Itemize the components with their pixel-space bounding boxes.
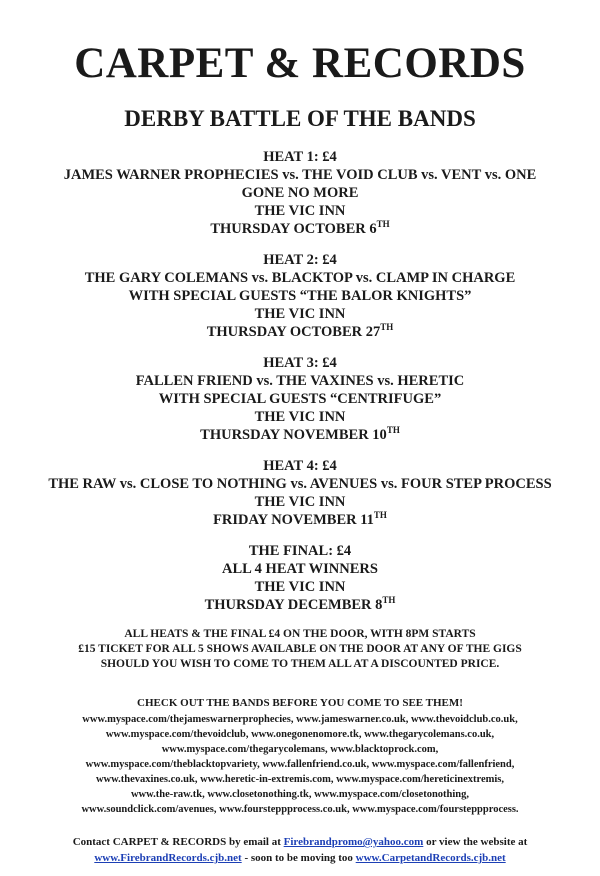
heat-line: JAMES WARNER PROPHECIES vs. THE VOID CLUB vs. VENT vs. ONE bbox=[63, 167, 537, 183]
heat-block bbox=[0, 148, 600, 238]
heat-block bbox=[0, 457, 600, 529]
poster-subtitle: DERBY BATTLE OF THE BANDS bbox=[124, 106, 476, 131]
heat-heading: THE FINAL: £4 bbox=[248, 543, 352, 559]
heat-date bbox=[0, 511, 600, 529]
heat-line: THE VIC INN bbox=[254, 306, 346, 322]
ticket-notice bbox=[0, 627, 600, 672]
band-links-line: www.thevaxines.co.uk, www.heretic-in-extremis.com, www.myspace.com/hereticinextremis, bbox=[95, 774, 505, 785]
heat-heading: HEAT 2: £4 bbox=[263, 252, 337, 268]
heat-line: THE VIC INN bbox=[254, 409, 346, 425]
heat-date-suffix: TH bbox=[373, 510, 387, 521]
heat-line: FALLEN FRIEND vs. THE VAXINES vs. HERETIC bbox=[135, 373, 465, 389]
heat-date-suffix: TH bbox=[376, 219, 390, 230]
contact-info bbox=[0, 834, 600, 866]
heat-block bbox=[0, 354, 600, 444]
heat-heading: HEAT 1: £4 bbox=[263, 149, 337, 165]
heat-block bbox=[0, 542, 600, 614]
heat-date bbox=[0, 596, 600, 614]
website-link-current[interactable]: www.FirebrandRecords.cjb.net bbox=[94, 852, 242, 864]
band-links-line: www.myspace.com/thejameswarnerprophecies, www.jameswarner.co.uk, www.thevoidclub.co.uk, bbox=[82, 714, 518, 725]
heat-date bbox=[0, 220, 600, 238]
heat-date-text: THURSDAY DECEMBER 8 bbox=[204, 597, 383, 613]
contact-line-1 bbox=[0, 834, 600, 850]
contact-text: Contact CARPET & RECORDS by email at bbox=[72, 836, 284, 848]
heat-date-text: THURSDAY NOVEMBER 10 bbox=[200, 427, 387, 443]
heat-line: THE RAW vs. CLOSE TO NOTHING vs. AVENUES vs. FOUR STEP PROCESS bbox=[48, 476, 552, 492]
band-links bbox=[0, 696, 600, 817]
contact-text: - soon to be moving too bbox=[241, 852, 356, 864]
notice-line: SHOULD YOU WISH TO COME TO THEM ALL AT A DISCOUNTED PRICE. bbox=[100, 658, 500, 670]
heat-line: WITH SPECIAL GUESTS “THE BALOR KNIGHTS” bbox=[128, 288, 472, 304]
email-link[interactable]: Firebrandpromo@yahoo.com bbox=[283, 836, 424, 848]
heat-date-text: THURSDAY OCTOBER 6 bbox=[210, 221, 377, 237]
notice-line: £15 TICKET FOR ALL 5 SHOWS AVAILABLE ON THE DOOR AT ANY OF THE GIGS bbox=[78, 643, 522, 655]
band-links-line: www.the-raw.tk, www.closetonothing.tk, www.myspace.com/closetonothing, bbox=[130, 789, 470, 800]
heat-date-text: FRIDAY NOVEMBER 11 bbox=[213, 512, 374, 528]
poster-title: CARPET & RECORDS bbox=[74, 40, 526, 87]
notice-line: ALL HEATS & THE FINAL £4 ON THE DOOR, WITH 8PM STARTS bbox=[124, 628, 476, 640]
heat-line: THE VIC INN bbox=[254, 494, 346, 510]
heat-date-suffix: TH bbox=[380, 322, 394, 333]
heat-line: GONE NO MORE bbox=[241, 185, 359, 201]
heats-list bbox=[0, 148, 600, 614]
contact-line-2 bbox=[0, 850, 600, 866]
heat-line: WITH SPECIAL GUESTS “CENTRIFUGE” bbox=[158, 391, 442, 407]
band-links-heading: CHECK OUT THE BANDS BEFORE YOU COME TO SEE THEM! bbox=[137, 697, 463, 709]
band-links-line: www.soundclick.com/avenues, www.foursteppprocess.co.uk, www.myspace.com/foursteppprocess. bbox=[81, 804, 519, 815]
heat-heading: HEAT 4: £4 bbox=[263, 458, 337, 474]
heat-line: THE VIC INN bbox=[254, 579, 346, 595]
band-links-line: www.myspace.com/thevoidclub, www.onegonenomore.tk, www.thegarycolemans.co.uk, bbox=[105, 729, 495, 740]
heat-block bbox=[0, 251, 600, 341]
heat-date-text: THURSDAY OCTOBER 27 bbox=[206, 324, 381, 340]
heat-date bbox=[0, 323, 600, 341]
heat-line: ALL 4 HEAT WINNERS bbox=[222, 561, 378, 577]
contact-text: or view the website at bbox=[423, 836, 528, 848]
heat-heading: HEAT 3: £4 bbox=[263, 355, 337, 371]
band-links-line: www.myspace.com/thegarycolemans, www.blacktoprock.com, bbox=[161, 744, 439, 755]
band-links-line: www.myspace.com/theblacktopvariety, www.fallenfriend.co.uk, www.myspace.com/fallenfriend, bbox=[85, 759, 515, 770]
heat-line: THE VIC INN bbox=[254, 203, 346, 219]
heat-date-suffix: TH bbox=[382, 595, 396, 606]
website-link-new[interactable]: www.CarpetandRecords.cjb.net bbox=[355, 852, 506, 864]
heat-date bbox=[0, 426, 600, 444]
heat-line: THE GARY COLEMANS vs. BLACKTOP vs. CLAMP IN CHARGE bbox=[84, 270, 516, 286]
heat-date-suffix: TH bbox=[386, 425, 400, 436]
